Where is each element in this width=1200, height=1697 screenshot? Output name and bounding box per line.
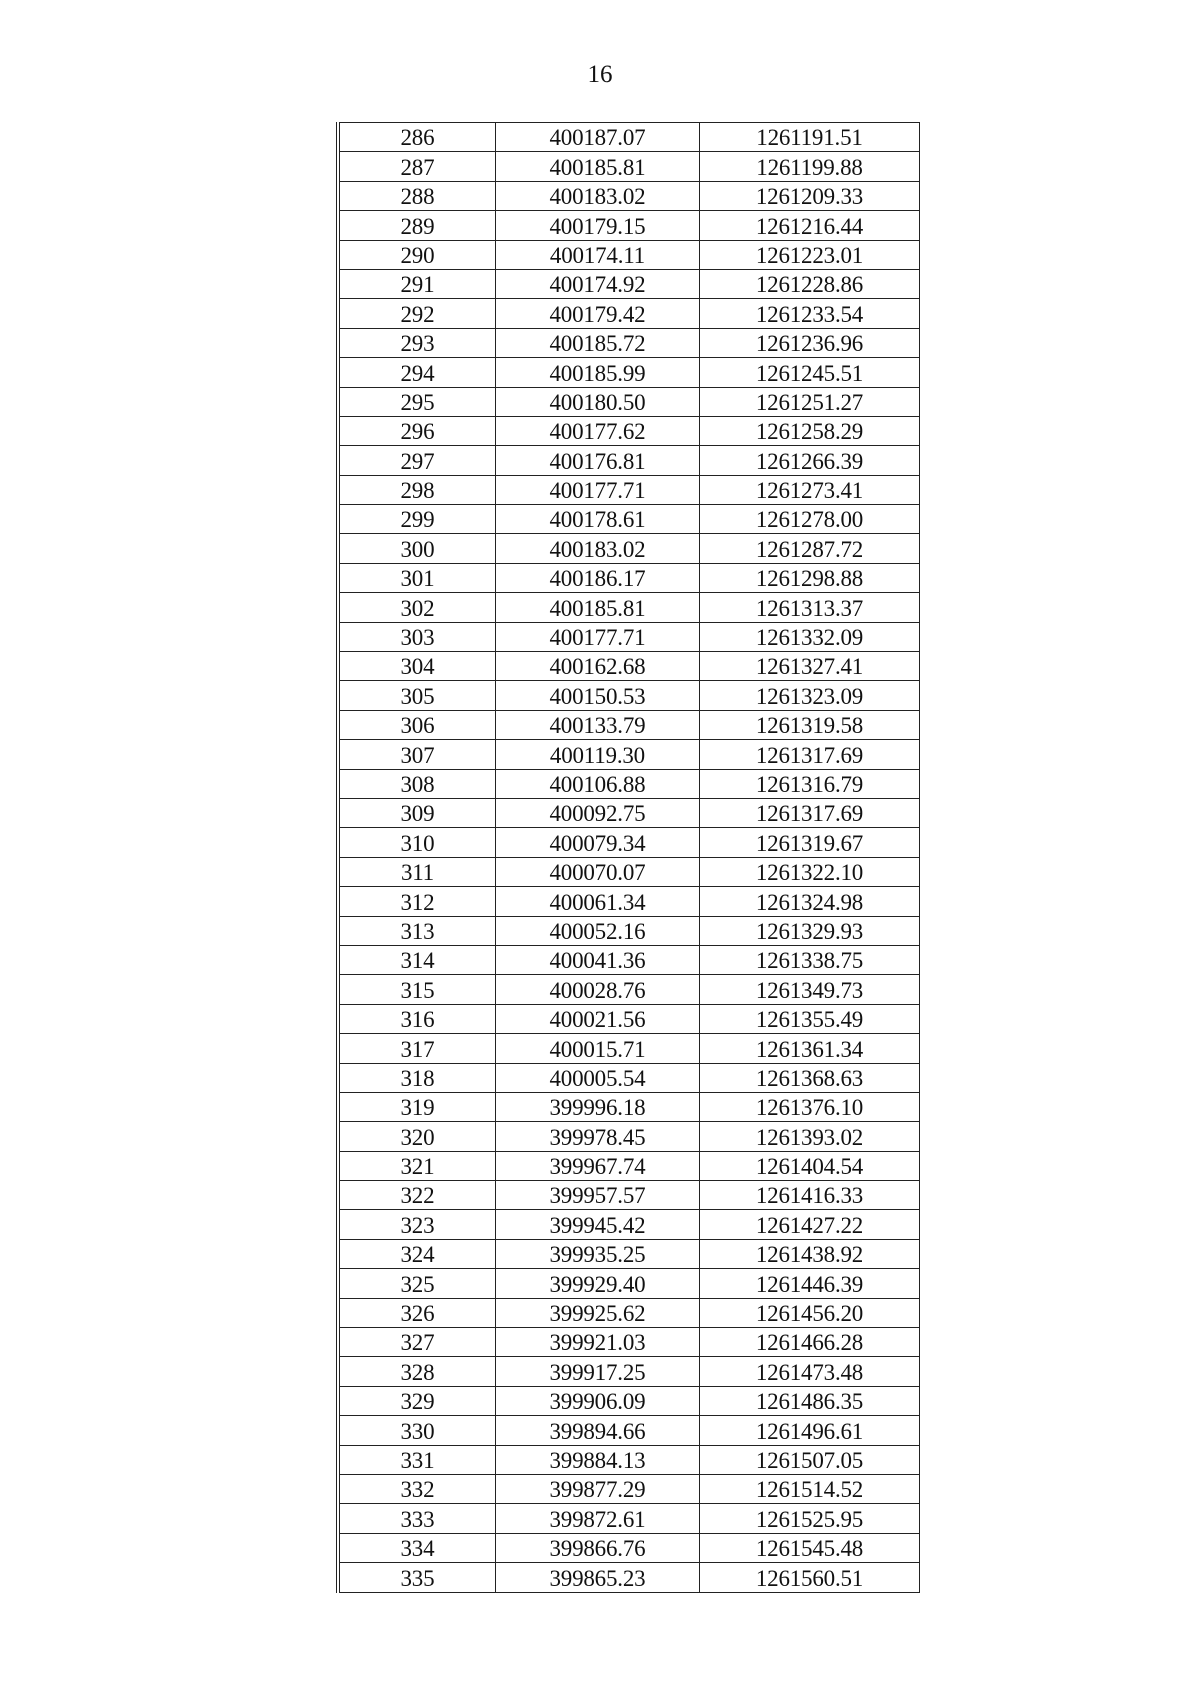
point-number-cell: 318 — [338, 1063, 495, 1092]
point-number-cell: 316 — [338, 1004, 495, 1033]
y-coordinate-cell: 1261287.72 — [699, 534, 919, 563]
point-number-cell: 328 — [338, 1357, 495, 1386]
y-coordinate-cell: 1261324.98 — [699, 887, 919, 916]
table-row — [338, 1239, 920, 1268]
table-row — [338, 211, 920, 240]
table-row — [338, 534, 920, 563]
point-number-cell: 292 — [338, 299, 495, 328]
x-coordinate-cell: 399917.25 — [495, 1357, 699, 1386]
y-coordinate-cell: 1261473.48 — [699, 1357, 919, 1386]
point-number-cell: 311 — [338, 857, 495, 886]
point-number-cell: 314 — [338, 945, 495, 974]
table-row — [338, 769, 920, 798]
point-number-cell: 309 — [338, 798, 495, 827]
x-coordinate-cell: 400187.07 — [495, 123, 699, 152]
x-coordinate-cell: 400005.54 — [495, 1063, 699, 1092]
table-row — [338, 446, 920, 475]
x-coordinate-cell: 400185.81 — [495, 152, 699, 181]
table-row — [338, 1269, 920, 1298]
y-coordinate-cell: 1261507.05 — [699, 1445, 919, 1474]
x-coordinate-cell: 400150.53 — [495, 681, 699, 710]
x-coordinate-cell: 400061.34 — [495, 887, 699, 916]
y-coordinate-cell: 1261466.28 — [699, 1328, 919, 1357]
y-coordinate-cell: 1261486.35 — [699, 1386, 919, 1415]
x-coordinate-cell: 400162.68 — [495, 652, 699, 681]
table-row — [338, 740, 920, 769]
x-coordinate-cell: 399866.76 — [495, 1533, 699, 1562]
table-row — [338, 1328, 920, 1357]
y-coordinate-cell: 1261209.33 — [699, 181, 919, 210]
x-coordinate-cell: 399929.40 — [495, 1269, 699, 1298]
point-number-cell: 308 — [338, 769, 495, 798]
y-coordinate-cell: 1261236.96 — [699, 328, 919, 357]
x-coordinate-cell: 400185.72 — [495, 328, 699, 357]
table-row — [338, 505, 920, 534]
point-number-cell: 330 — [338, 1416, 495, 1445]
x-coordinate-cell: 399978.45 — [495, 1122, 699, 1151]
y-coordinate-cell: 1261322.10 — [699, 857, 919, 886]
x-coordinate-cell: 399894.66 — [495, 1416, 699, 1445]
table-row — [338, 1563, 920, 1592]
x-coordinate-cell: 399957.57 — [495, 1181, 699, 1210]
x-coordinate-cell: 399906.09 — [495, 1386, 699, 1415]
table-row — [338, 1122, 920, 1151]
y-coordinate-cell: 1261319.67 — [699, 828, 919, 857]
y-coordinate-cell: 1261560.51 — [699, 1563, 919, 1592]
x-coordinate-cell: 399967.74 — [495, 1151, 699, 1180]
y-coordinate-cell: 1261327.41 — [699, 652, 919, 681]
point-number-cell: 291 — [338, 269, 495, 298]
point-number-cell: 302 — [338, 593, 495, 622]
y-coordinate-cell: 1261266.39 — [699, 446, 919, 475]
x-coordinate-cell: 400174.92 — [495, 269, 699, 298]
point-number-cell: 310 — [338, 828, 495, 857]
coordinates-table — [336, 122, 920, 1593]
x-coordinate-cell: 400179.15 — [495, 211, 699, 240]
y-coordinate-cell: 1261323.09 — [699, 681, 919, 710]
y-coordinate-cell: 1261438.92 — [699, 1239, 919, 1268]
point-number-cell: 325 — [338, 1269, 495, 1298]
table-row — [338, 857, 920, 886]
y-coordinate-cell: 1261361.34 — [699, 1034, 919, 1063]
point-number-cell: 303 — [338, 622, 495, 651]
table-row — [338, 593, 920, 622]
table-row — [338, 1357, 920, 1386]
table-row — [338, 240, 920, 269]
y-coordinate-cell: 1261199.88 — [699, 152, 919, 181]
y-coordinate-cell: 1261427.22 — [699, 1210, 919, 1239]
table-row — [338, 1092, 920, 1121]
table-row — [338, 475, 920, 504]
x-coordinate-cell: 399872.61 — [495, 1504, 699, 1533]
y-coordinate-cell: 1261545.48 — [699, 1533, 919, 1562]
y-coordinate-cell: 1261317.69 — [699, 798, 919, 827]
x-coordinate-cell: 399884.13 — [495, 1445, 699, 1474]
x-coordinate-cell: 400052.16 — [495, 916, 699, 945]
table-row — [338, 622, 920, 651]
y-coordinate-cell: 1261514.52 — [699, 1474, 919, 1503]
point-number-cell: 333 — [338, 1504, 495, 1533]
x-coordinate-cell: 400180.50 — [495, 387, 699, 416]
point-number-cell: 329 — [338, 1386, 495, 1415]
x-coordinate-cell: 400177.71 — [495, 622, 699, 651]
table-row — [338, 887, 920, 916]
table-row — [338, 1063, 920, 1092]
page-number: 16 — [587, 61, 613, 88]
table-row — [338, 945, 920, 974]
x-coordinate-cell: 399935.25 — [495, 1239, 699, 1268]
point-number-cell: 299 — [338, 505, 495, 534]
x-coordinate-cell: 400185.81 — [495, 593, 699, 622]
point-number-cell: 321 — [338, 1151, 495, 1180]
x-coordinate-cell: 400070.07 — [495, 857, 699, 886]
x-coordinate-cell: 399921.03 — [495, 1328, 699, 1357]
point-number-cell: 293 — [338, 328, 495, 357]
table-row — [338, 652, 920, 681]
y-coordinate-cell: 1261298.88 — [699, 563, 919, 592]
x-coordinate-cell: 400015.71 — [495, 1034, 699, 1063]
point-number-cell: 313 — [338, 916, 495, 945]
x-coordinate-cell: 400178.61 — [495, 505, 699, 534]
x-coordinate-cell: 400174.11 — [495, 240, 699, 269]
x-coordinate-cell: 400179.42 — [495, 299, 699, 328]
y-coordinate-cell: 1261216.44 — [699, 211, 919, 240]
point-number-cell: 287 — [338, 152, 495, 181]
table-row — [338, 387, 920, 416]
point-number-cell: 290 — [338, 240, 495, 269]
point-number-cell: 301 — [338, 563, 495, 592]
point-number-cell: 298 — [338, 475, 495, 504]
point-number-cell: 327 — [338, 1328, 495, 1357]
table-row — [338, 328, 920, 357]
x-coordinate-cell: 399996.18 — [495, 1092, 699, 1121]
table-row — [338, 416, 920, 445]
x-coordinate-cell: 400177.71 — [495, 475, 699, 504]
x-coordinate-cell: 400183.02 — [495, 534, 699, 563]
table-row — [338, 681, 920, 710]
x-coordinate-cell: 400185.99 — [495, 358, 699, 387]
table-row — [338, 181, 920, 210]
point-number-cell: 289 — [338, 211, 495, 240]
y-coordinate-cell: 1261393.02 — [699, 1122, 919, 1151]
point-number-cell: 323 — [338, 1210, 495, 1239]
y-coordinate-cell: 1261319.58 — [699, 710, 919, 739]
point-number-cell: 305 — [338, 681, 495, 710]
table-row — [338, 828, 920, 857]
table-row — [338, 710, 920, 739]
point-number-cell: 306 — [338, 710, 495, 739]
point-number-cell: 315 — [338, 975, 495, 1004]
x-coordinate-cell: 400183.02 — [495, 181, 699, 210]
y-coordinate-cell: 1261223.01 — [699, 240, 919, 269]
y-coordinate-cell: 1261446.39 — [699, 1269, 919, 1298]
y-coordinate-cell: 1261349.73 — [699, 975, 919, 1004]
point-number-cell: 286 — [338, 123, 495, 152]
y-coordinate-cell: 1261258.29 — [699, 416, 919, 445]
y-coordinate-cell: 1261233.54 — [699, 299, 919, 328]
point-number-cell: 332 — [338, 1474, 495, 1503]
point-number-cell: 326 — [338, 1298, 495, 1327]
y-coordinate-cell: 1261332.09 — [699, 622, 919, 651]
point-number-cell: 322 — [338, 1181, 495, 1210]
table-row — [338, 299, 920, 328]
point-number-cell: 288 — [338, 181, 495, 210]
y-coordinate-cell: 1261404.54 — [699, 1151, 919, 1180]
y-coordinate-cell: 1261368.63 — [699, 1063, 919, 1092]
y-coordinate-cell: 1261191.51 — [699, 123, 919, 152]
x-coordinate-cell: 400028.76 — [495, 975, 699, 1004]
point-number-cell: 296 — [338, 416, 495, 445]
table-row — [338, 1416, 920, 1445]
y-coordinate-cell: 1261273.41 — [699, 475, 919, 504]
x-coordinate-cell: 400041.36 — [495, 945, 699, 974]
x-coordinate-cell: 400021.56 — [495, 1004, 699, 1033]
table-row — [338, 1151, 920, 1180]
y-coordinate-cell: 1261313.37 — [699, 593, 919, 622]
y-coordinate-cell: 1261245.51 — [699, 358, 919, 387]
y-coordinate-cell: 1261496.61 — [699, 1416, 919, 1445]
y-coordinate-cell: 1261251.27 — [699, 387, 919, 416]
point-number-cell: 324 — [338, 1239, 495, 1268]
y-coordinate-cell: 1261228.86 — [699, 269, 919, 298]
table-row — [338, 1034, 920, 1063]
x-coordinate-cell: 400133.79 — [495, 710, 699, 739]
point-number-cell: 320 — [338, 1122, 495, 1151]
x-coordinate-cell: 400186.17 — [495, 563, 699, 592]
table-row — [338, 1474, 920, 1503]
x-coordinate-cell: 399865.23 — [495, 1563, 699, 1592]
point-number-cell: 297 — [338, 446, 495, 475]
point-number-cell: 317 — [338, 1034, 495, 1063]
y-coordinate-cell: 1261376.10 — [699, 1092, 919, 1121]
x-coordinate-cell: 399925.62 — [495, 1298, 699, 1327]
x-coordinate-cell: 399877.29 — [495, 1474, 699, 1503]
table-row — [338, 1386, 920, 1415]
table-row — [338, 269, 920, 298]
y-coordinate-cell: 1261456.20 — [699, 1298, 919, 1327]
y-coordinate-cell: 1261355.49 — [699, 1004, 919, 1033]
x-coordinate-cell: 399945.42 — [495, 1210, 699, 1239]
table-row — [338, 975, 920, 1004]
y-coordinate-cell: 1261317.69 — [699, 740, 919, 769]
table-row — [338, 1004, 920, 1033]
point-number-cell: 312 — [338, 887, 495, 916]
point-number-cell: 334 — [338, 1533, 495, 1562]
table-row — [338, 916, 920, 945]
table-row — [338, 1504, 920, 1533]
point-number-cell: 331 — [338, 1445, 495, 1474]
point-number-cell: 335 — [338, 1563, 495, 1592]
point-number-cell: 300 — [338, 534, 495, 563]
x-coordinate-cell: 400079.34 — [495, 828, 699, 857]
y-coordinate-cell: 1261416.33 — [699, 1181, 919, 1210]
y-coordinate-cell: 1261338.75 — [699, 945, 919, 974]
point-number-cell: 304 — [338, 652, 495, 681]
table-row — [338, 798, 920, 827]
x-coordinate-cell: 400106.88 — [495, 769, 699, 798]
table-row — [338, 123, 920, 152]
table-row — [338, 152, 920, 181]
table-row — [338, 1533, 920, 1562]
table-row — [338, 1181, 920, 1210]
coordinates-table-body — [338, 123, 920, 1593]
table-row — [338, 1298, 920, 1327]
y-coordinate-cell: 1261329.93 — [699, 916, 919, 945]
x-coordinate-cell: 400119.30 — [495, 740, 699, 769]
table-row — [338, 1445, 920, 1474]
point-number-cell: 295 — [338, 387, 495, 416]
point-number-cell: 307 — [338, 740, 495, 769]
table-row — [338, 1210, 920, 1239]
y-coordinate-cell: 1261278.00 — [699, 505, 919, 534]
table-row — [338, 358, 920, 387]
x-coordinate-cell: 400177.62 — [495, 416, 699, 445]
point-number-cell: 319 — [338, 1092, 495, 1121]
x-coordinate-cell: 400176.81 — [495, 446, 699, 475]
y-coordinate-cell: 1261525.95 — [699, 1504, 919, 1533]
x-coordinate-cell: 400092.75 — [495, 798, 699, 827]
point-number-cell: 294 — [338, 358, 495, 387]
table-row — [338, 563, 920, 592]
y-coordinate-cell: 1261316.79 — [699, 769, 919, 798]
